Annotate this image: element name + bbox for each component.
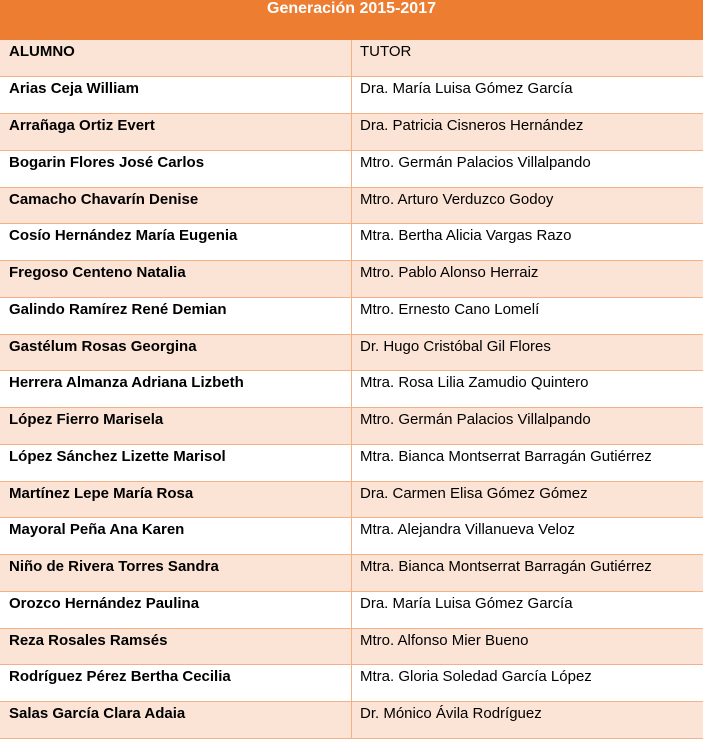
table-row xyxy=(0,408,703,445)
student-name-cell: Herrera Almanza Adriana Lizbeth xyxy=(0,371,352,408)
student-name-cell: Martínez Lepe María Rosa xyxy=(0,481,352,518)
student-name-cell: Bogarin Flores José Carlos xyxy=(0,150,352,187)
student-name-cell: Fregoso Centeno Natalia xyxy=(0,261,352,298)
student-name-cell: López Sánchez Lizette Marisol xyxy=(0,444,352,481)
table-row xyxy=(0,261,703,298)
tutor-name-cell: Mtro. Alfonso Mier Bueno xyxy=(352,628,703,665)
table-row xyxy=(0,591,703,628)
student-name-cell: Salas García Clara Adaia xyxy=(0,702,352,739)
tutor-name-cell: Mtra. Bertha Alicia Vargas Razo xyxy=(352,224,703,261)
tutor-name-cell: Mtro. Pablo Alonso Herraiz xyxy=(352,261,703,298)
tutor-name-cell: Dr. Mónico Ávila Rodríguez xyxy=(352,702,703,739)
tutor-name-cell: Mtra. Gloria Soledad García López xyxy=(352,665,703,702)
tutor-name-cell: Mtra. Alejandra Villanueva Veloz xyxy=(352,518,703,555)
student-name-cell: Rodríguez Pérez Bertha Cecilia xyxy=(0,665,352,702)
tutor-name-cell: Dra. Patricia Cisneros Hernández xyxy=(352,114,703,151)
student-name-cell: Orozco Hernández Paulina xyxy=(0,591,352,628)
table-row xyxy=(0,334,703,371)
student-name-cell: Galindo Ramírez René Demian xyxy=(0,297,352,334)
header-row xyxy=(0,40,703,77)
table-row xyxy=(0,702,703,739)
header-alumno: ALUMNO xyxy=(0,40,352,77)
table-row xyxy=(0,628,703,665)
table-row xyxy=(0,224,703,261)
student-name-cell: Arrañaga Ortiz Evert xyxy=(0,114,352,151)
table-title: Generación 2015-2017 xyxy=(0,0,703,40)
student-name-cell: Gastélum Rosas Georgina xyxy=(0,334,352,371)
table-row xyxy=(0,481,703,518)
tutor-name-cell: Dra. María Luisa Gómez García xyxy=(352,591,703,628)
tutor-name-cell: Mtra. Bianca Montserrat Barragán Gutiérrez xyxy=(352,555,703,592)
table-row xyxy=(0,297,703,334)
table-row xyxy=(0,555,703,592)
student-name-cell: Niño de Rivera Torres Sandra xyxy=(0,555,352,592)
table-row xyxy=(0,187,703,224)
tutor-name-cell: Mtra. Bianca Montserrat Barragán Gutiérrez xyxy=(352,444,703,481)
table-row xyxy=(0,444,703,481)
student-name-cell: Camacho Chavarín Denise xyxy=(0,187,352,224)
table-row xyxy=(0,77,703,114)
tutor-name-cell: Mtro. Arturo Verduzco Godoy xyxy=(352,187,703,224)
table-row xyxy=(0,114,703,151)
table-row xyxy=(0,665,703,702)
tutor-name-cell: Dra. Carmen Elisa Gómez Gómez xyxy=(352,481,703,518)
tutor-name-cell: Mtra. Rosa Lilia Zamudio Quintero xyxy=(352,371,703,408)
table-row xyxy=(0,371,703,408)
table-row xyxy=(0,518,703,555)
tutor-name-cell: Dra. María Luisa Gómez García xyxy=(352,77,703,114)
student-name-cell: Cosío Hernández María Eugenia xyxy=(0,224,352,261)
tutor-name-cell: Mtro. Germán Palacios Villalpando xyxy=(352,408,703,445)
table-row xyxy=(0,150,703,187)
tutor-name-cell: Mtro. Ernesto Cano Lomelí xyxy=(352,297,703,334)
student-name-cell: López Fierro Marisela xyxy=(0,408,352,445)
student-name-cell: Reza Rosales Ramsés xyxy=(0,628,352,665)
header-tutor: TUTOR xyxy=(352,40,703,77)
tutor-name-cell: Dr. Hugo Cristóbal Gil Flores xyxy=(352,334,703,371)
student-name-cell: Mayoral Peña Ana Karen xyxy=(0,518,352,555)
tutor-name-cell: Mtro. Germán Palacios Villalpando xyxy=(352,150,703,187)
student-name-cell: Arias Ceja William xyxy=(0,77,352,114)
